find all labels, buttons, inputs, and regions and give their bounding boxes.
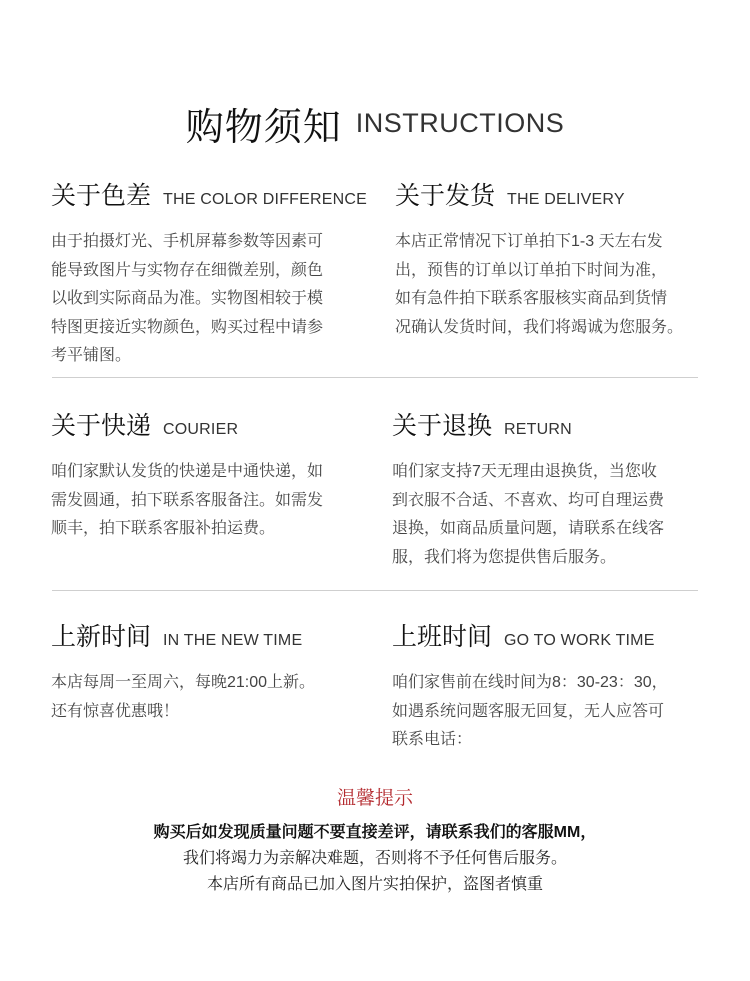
body-line: 退换，如商品质量问题，请联系在线客	[392, 520, 665, 537]
tips-title: 温馨提示	[336, 788, 413, 809]
body-line: 服，我们将为您提供售后服务。	[392, 548, 617, 566]
section-heading	[392, 617, 712, 657]
section-body	[392, 458, 712, 572]
section-heading	[51, 617, 371, 657]
warm-tips	[0, 784, 750, 898]
body-line: 由于拍摄灯光、手机屏幕参数等因素可	[51, 233, 324, 250]
section-title-en: COURIER	[163, 421, 239, 438]
section-title-cn: 关于退换	[392, 412, 493, 440]
body-line: 顺丰，拍下联系客服补拍运费。	[51, 520, 276, 537]
body-line: 咱们家默认发货的快递是中通快递，如	[51, 463, 324, 480]
section-heading	[51, 406, 369, 446]
body-line: 如有急件拍下联系客服核实商品到货情	[395, 290, 668, 307]
section-title-en: IN THE NEW TIME	[163, 632, 303, 649]
body-line: 需发圆通，拍下联系客服备注。如需发	[51, 491, 324, 509]
section-delivery	[395, 176, 715, 342]
section-title-cn: 上班时间	[392, 623, 493, 651]
section-work-time	[392, 617, 712, 755]
section-body	[51, 228, 369, 371]
body-line: 本店每周一至周六，每晚21:00上新。	[51, 674, 316, 691]
section-divider	[52, 590, 698, 591]
section-heading	[392, 406, 712, 446]
section-title-cn: 关于发货	[395, 182, 496, 210]
section-title-en: GO TO WORK TIME	[504, 632, 655, 649]
body-line: 还有惊喜优惠哦！	[51, 702, 180, 720]
body-line: 以收到实际商品为准。实物图相较于模	[51, 290, 324, 307]
page-title-en: INSTRUCTIONS	[355, 108, 565, 138]
section-body	[51, 669, 371, 726]
page-title-cn: 购物须知	[185, 107, 342, 149]
section-title-en: THE DELIVERY	[507, 191, 625, 208]
page-title	[0, 96, 750, 151]
body-line: 到衣服不合适、不喜欢、均可自理运费	[392, 491, 665, 509]
section-body	[392, 669, 712, 755]
body-line: 本店正常情况下订单拍下1-3 天左右发	[395, 233, 663, 250]
tips-line: 购买后如发现质量问题不要直接差评，请联系我们的客服MM，	[153, 824, 597, 841]
section-title-en: RETURN	[504, 421, 572, 438]
body-line: 联系电话：	[392, 731, 473, 748]
body-line: 考平铺图。	[51, 347, 132, 364]
section-return	[392, 406, 712, 572]
section-title-en: THE COLOR DIFFERENCE	[163, 191, 368, 208]
section-new-time	[51, 617, 371, 726]
tips-line: 我们将竭力为亲解决难题，否则将不予任何售后服务。	[182, 850, 567, 867]
tips-line: 本店所有商品已加入图片实拍保护，盗图者慎重	[206, 876, 543, 893]
body-line: 特图更接近实物颜色，购买过程中请参	[51, 318, 324, 336]
section-heading	[395, 176, 715, 216]
body-line: 出，预售的订单以订单拍下时间为准，	[395, 261, 668, 279]
section-title-cn: 关于色差	[51, 182, 152, 210]
section-divider	[52, 377, 698, 378]
body-line: 咱们家售前在线时间为8：30-23：30，	[392, 674, 668, 691]
section-title-cn: 上新时间	[51, 623, 152, 651]
section-color-difference	[51, 176, 369, 371]
section-heading	[51, 176, 369, 216]
body-line: 咱们家支持7天无理由退换货，当您收	[392, 463, 657, 480]
section-courier	[51, 406, 369, 544]
section-body	[395, 228, 715, 342]
body-line: 况确认发货时间，我们将竭诚为您服务。	[395, 318, 684, 336]
body-line: 如遇系统问题客服无回复，无人应答可	[392, 702, 665, 720]
section-body	[51, 458, 369, 544]
body-line: 能导致图片与实物存在细微差别，颜色	[51, 261, 324, 279]
section-title-cn: 关于快递	[51, 412, 152, 440]
